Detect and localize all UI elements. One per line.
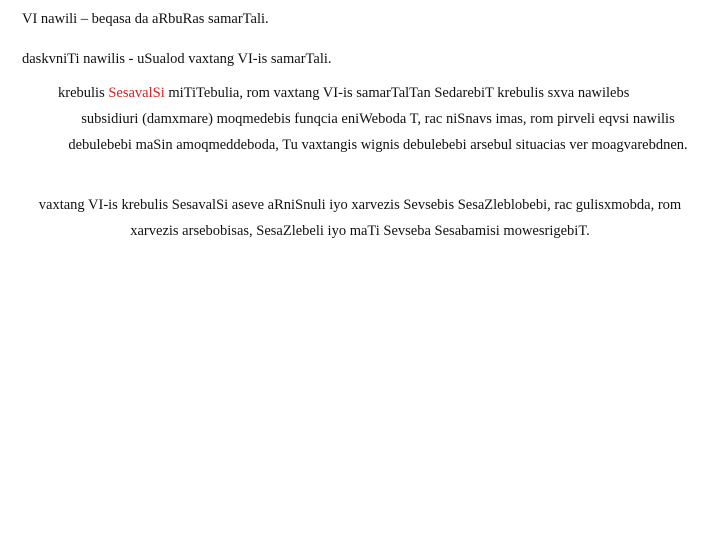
highlighted-term: SesavalSi (108, 85, 165, 101)
paragraph-first-line (58, 80, 698, 106)
section-heading: VI nawili – beqasa da aRbuRas samarTali. (22, 11, 269, 27)
paragraph-first-line-rest: miTiTebulia, rom vaxtang VI-is samarTalTan SedarebiT krebulis sxva nawilebs (164, 85, 630, 101)
section-subheading: daskvniTi nawilis - uSualod vaxtang VI-is samarTali. (22, 51, 332, 67)
paragraph-continuation: subsidiuri (damxmare) moqmedebis funqcia eniWeboda T, rac niSnavs imas, rom pirveli eqvsi nawilis debulebebi maSin amoqmeddeboda, Tu vaxtangis wignis debulebebi arsebul situacias ver moagvarebdnen. (68, 111, 688, 153)
paragraph-introduction (58, 80, 698, 158)
paragraph-gap-filling: vaxtang VI-is krebulis SesavalSi aseve aRniSnuli iyo xarvezis Sevsebis SesaZleblobebi, rac gulisxmobda, rom xarvezis arsebobisas, SesaZlebeli iyo maTi Sevseba Sesabamisi mowesrigebiT. (38, 197, 682, 239)
paragraph-lead-text: krebulis (58, 85, 109, 101)
